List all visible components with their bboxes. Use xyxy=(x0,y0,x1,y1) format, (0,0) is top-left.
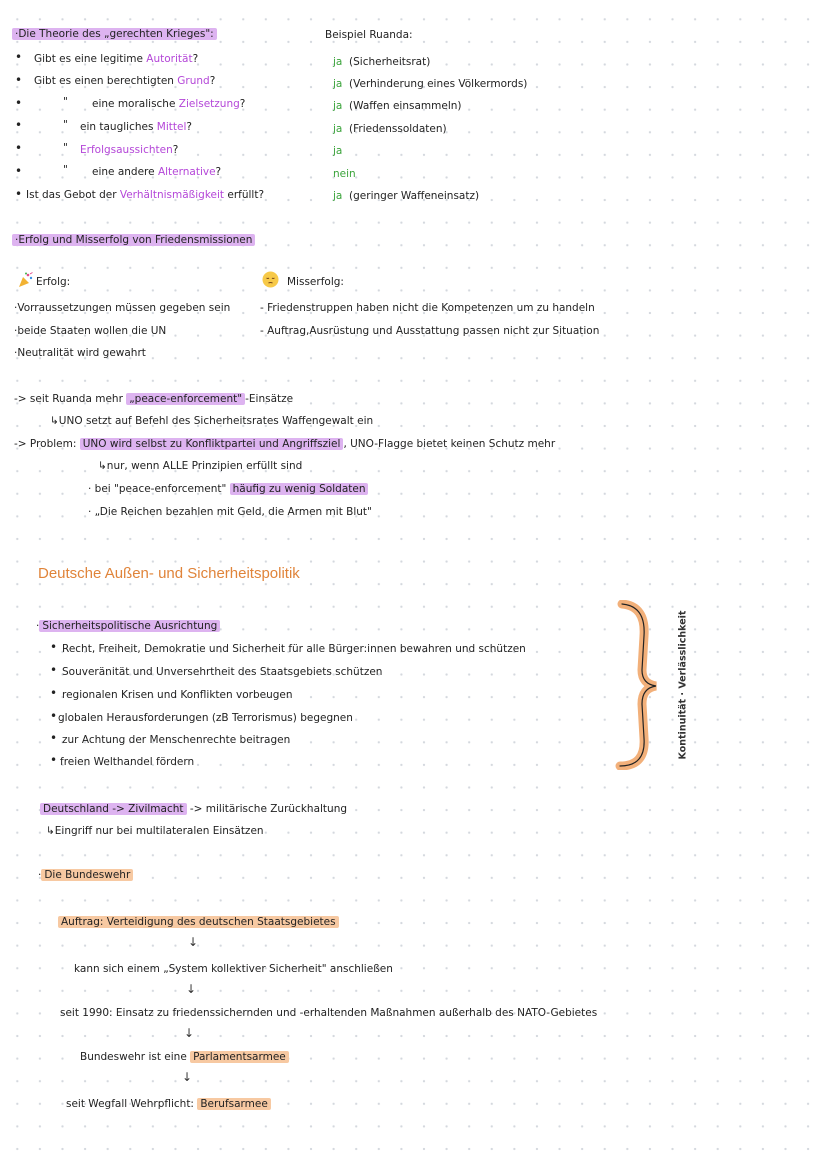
success-title: Erfolg: xyxy=(36,276,71,288)
bullet: • xyxy=(15,164,23,178)
failure-item: - Auftrag,Ausrüstung und Ausstattung passen nicht zur Situation xyxy=(260,325,600,337)
vertical-label: Kontinuität · Verlässlichkeit xyxy=(677,610,689,760)
question-means: ein taugliches Mittel? xyxy=(80,121,192,133)
success-item: ·Vorraussetzungen müssen gegeben sein xyxy=(14,302,231,314)
bullet: • xyxy=(15,50,23,64)
note-few-soldiers: · bei "peace-enforcement" häufig zu wenig Soldaten xyxy=(88,482,368,496)
bullet: • xyxy=(50,663,58,677)
answer-row: ja (Sicherheitsrat) xyxy=(333,56,431,68)
section-heading-missions: ·Erfolg und Misserfolg von Friedensmissionen xyxy=(12,233,255,247)
bundeswehr-1990: seit 1990: Einsatz zu friedenssichernden und -erhaltenden Maßnahmen außerhalb des NATO-Gebietes xyxy=(60,1007,598,1019)
policy-item: zur Achtung der Menschenrechte beitragen xyxy=(62,734,291,746)
example-title: Beispiel Ruanda: xyxy=(325,29,413,41)
question-authority: Gibt es eine legitime Autorität? xyxy=(34,53,199,65)
question-alternative: eine andere Alternative? xyxy=(92,166,222,178)
bullet: • xyxy=(50,709,58,723)
policy-item: Souveränität und Unversehrtheit des Staatsgebiets schützen xyxy=(62,666,383,678)
subheading-bundeswehr: · Die Bundeswehr xyxy=(38,868,133,882)
page-section-title: Deutsche Außen- und Sicherheitspolitik xyxy=(38,565,300,582)
civil-power-sub: ↳Eingriff nur bei multilateralen Einsätzen xyxy=(46,825,264,837)
bullet: • xyxy=(50,753,58,767)
arrow-down-icon: ↓ xyxy=(184,1026,195,1040)
note-principles: ↳nur, wenn ALLE Prinzipien erfüllt sind xyxy=(98,460,303,472)
bullet: • xyxy=(50,640,58,654)
ditto-mark: " xyxy=(63,119,68,131)
policy-item: freien Welthandel fördern xyxy=(60,756,195,768)
answer-row: ja (Waffen einsammeln) xyxy=(333,100,462,112)
ditto-mark: " xyxy=(63,96,68,108)
answer-row: ja (geringer Waffeneinsatz) xyxy=(333,190,480,202)
policy-item: Recht, Freiheit, Demokratie und Sicherheit für alle Bürger:innen bewahren und schützen xyxy=(62,643,526,655)
bullet: • xyxy=(15,118,23,132)
success-item: ·beide Staaten wollen die UN xyxy=(14,325,167,337)
bullet: • xyxy=(15,96,23,110)
policy-item: globalen Herausforderungen (zB Terrorismus) begegnen xyxy=(58,712,353,724)
question-proportionality: Ist das Gebot der Verhältnismäßigkeit erfüllt? xyxy=(26,189,265,201)
subheading-security: · Sicherheitspolitische Ausrichtung xyxy=(36,619,220,633)
curly-brace-icon xyxy=(612,600,660,770)
bullet: • xyxy=(15,187,23,201)
note-problem: -> Problem: UNO wird selbst zu Konfliktpartei und Angriffsziel , UNO-Flagge bietet keinen Schutz mehr xyxy=(14,438,556,450)
bundeswehr-collective: kann sich einem „System kollektiver Sicherheit" anschließen xyxy=(74,963,393,975)
question-reason: Gibt es einen berechtigten Grund? xyxy=(34,75,216,87)
bullet: • xyxy=(15,73,23,87)
success-item: ·Neutralität wird gewahrt xyxy=(14,347,146,359)
party-popper-icon xyxy=(18,272,34,288)
arrow-down-icon: ↓ xyxy=(186,982,197,996)
arrow-down-icon: ↓ xyxy=(188,935,199,949)
note-peace-enforcement: -> seit Ruanda mehr „peace-enforcement" -Einsätze xyxy=(14,393,294,405)
question-success: Erfolgsaussichten? xyxy=(80,144,179,156)
bullet: • xyxy=(50,731,58,745)
bundeswehr-parliament: Bundeswehr ist eine Parlamentsarmee xyxy=(80,1050,289,1064)
arrow-down-icon: ↓ xyxy=(182,1070,193,1084)
note-quote: · „Die Reichen bezahlen mit Geld, die Armen mit Blut" xyxy=(88,506,372,518)
ditto-mark: " xyxy=(63,164,68,176)
bullet: • xyxy=(15,141,23,155)
note-uno-force: ↳UNO setzt auf Befehl des Sicherheitsrates Waffengewalt ein xyxy=(50,415,374,427)
bullet: • xyxy=(50,686,58,700)
failure-item: - Friedenstruppen haben nicht die Kompetenzen um zu handeln xyxy=(260,302,595,314)
section-heading-theory: ·Die Theorie des „gerechten Krieges": xyxy=(12,27,217,41)
ditto-mark: " xyxy=(63,142,68,154)
pensive-face-icon xyxy=(262,271,279,288)
civil-power-line: Deutschland -> Zivilmacht -> militärische Zurückhaltung xyxy=(40,802,347,816)
answer-row: ja (Verhinderung eines Völkermords) xyxy=(333,78,528,90)
answer-row: ja xyxy=(333,145,343,157)
answer-row: nein xyxy=(333,168,356,180)
bundeswehr-professional: seit Wegfall Wehrpflicht: Berufsarmee xyxy=(66,1097,271,1111)
answer-row: ja (Friedenssoldaten) xyxy=(333,123,447,135)
failure-title: Misserfolg: xyxy=(287,276,344,288)
policy-item: regionalen Krisen und Konflikten vorbeugen xyxy=(62,689,293,701)
bundeswehr-mandate: Auftrag: Verteidigung des deutschen Staatsgebietes xyxy=(58,915,339,929)
question-goal: eine moralische Zielsetzung? xyxy=(92,98,246,110)
